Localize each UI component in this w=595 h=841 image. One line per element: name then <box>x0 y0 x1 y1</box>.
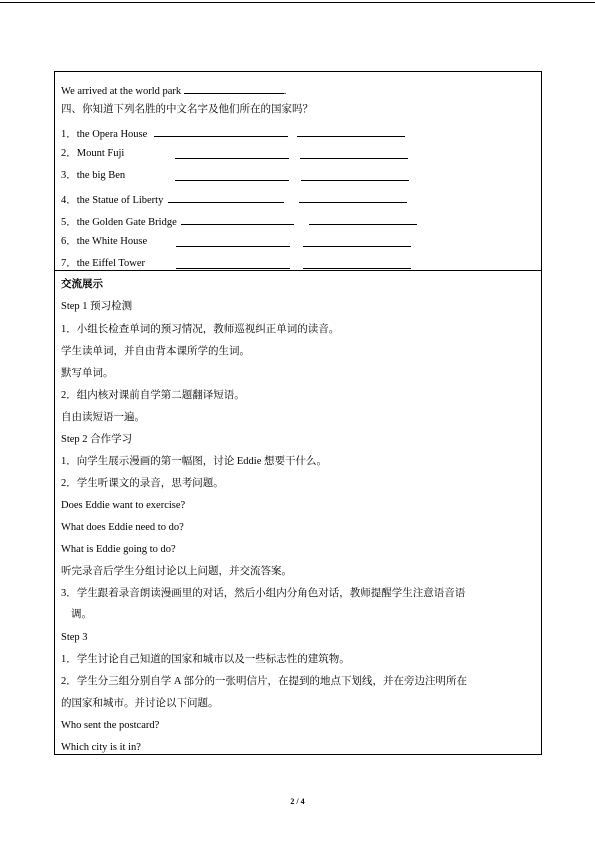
landmark-number: 6． <box>61 236 77 247</box>
step2-heading: Step 2 合作学习 <box>61 434 133 445</box>
arrived-line <box>61 82 286 99</box>
country-blank[interactable] <box>299 191 407 203</box>
country-blank[interactable] <box>300 147 408 159</box>
country-blank[interactable] <box>301 169 409 181</box>
chinese-name-blank[interactable] <box>154 125 288 137</box>
chinese-name-blank[interactable] <box>181 213 294 225</box>
step3-item: 1．学生讨论自己知道的国家和城市以及一些标志性的建筑物。 <box>61 654 350 665</box>
step1-item: 学生读单词，并自由背本课所学的生词。 <box>61 346 250 357</box>
question: Does Eddie want to exercise? <box>61 500 186 511</box>
step2-item: 1．向学生展示漫画的第一幅图，讨论 Eddie 想要干什么。 <box>61 456 327 467</box>
worksheet-section-exercise <box>54 71 542 271</box>
answer-blank[interactable] <box>184 82 284 94</box>
worksheet-section-presentation <box>54 270 542 755</box>
chinese-name-blank[interactable] <box>168 191 284 203</box>
country-blank[interactable] <box>297 125 405 137</box>
chinese-name-blank[interactable] <box>175 169 289 181</box>
country-blank[interactable] <box>303 235 411 247</box>
question: What is Eddie going to do? <box>61 544 176 555</box>
landmark-row <box>61 257 421 271</box>
landmark-name: the Golden Gate Bridge <box>76 217 177 228</box>
landmark-row <box>61 191 407 208</box>
page-top-rule <box>0 2 595 3</box>
step3-item-cont: 的国家和城市。并讨论以下问题。 <box>61 698 219 709</box>
step2-item: 3．学生跟着录音朗读漫画里的对话，然后小组内分角色对话，教师提醒学生注意语音语 <box>61 588 466 599</box>
country-blank[interactable] <box>303 257 411 269</box>
heading-four: 四、你知道下列名胜的中文名字及他们所在的国家吗？ <box>61 104 313 115</box>
landmark-row <box>61 235 421 249</box>
section-title: 交流展示 <box>61 279 103 290</box>
page-number: 2 / 4 <box>290 797 305 806</box>
step2-item: 听完录音后学生分组讨论以上问题，并交流答案。 <box>61 566 292 577</box>
landmark-number: 2． <box>61 148 77 159</box>
step3-item: 2．学生分三组分别自学 A 部分的一张明信片，在提到的地点下划线，并在旁边注明所在 <box>61 676 468 687</box>
step1-item: 默写单词。 <box>61 368 114 379</box>
question: Which city is it in? <box>61 742 141 753</box>
landmark-name: the White House <box>76 236 148 247</box>
landmark-row <box>61 125 405 142</box>
landmark-number: 4． <box>61 195 77 206</box>
landmark-row <box>61 169 421 183</box>
question: What does Eddie need to do? <box>61 522 184 533</box>
step1-heading: Step 1 预习检测 <box>61 301 133 312</box>
step2-item-cont: 调。 <box>71 609 92 620</box>
landmark-number: 7． <box>61 258 77 269</box>
step1-item: 2．组内核对课前自学第二题翻译短语。 <box>61 390 245 401</box>
landmark-name: the Opera House <box>76 129 148 140</box>
arrived-text: We arrived at the world park <box>61 86 182 97</box>
landmark-row <box>61 213 417 230</box>
landmark-number: 1． <box>61 129 77 140</box>
landmark-name: Mount Fuji <box>76 148 125 159</box>
landmark-number: 5． <box>61 217 77 228</box>
step2-item: 2．学生听课文的录音，思考问题。 <box>61 478 224 489</box>
landmark-name: the Statue of Liberty <box>76 195 164 206</box>
landmark-number: 3． <box>61 170 77 181</box>
country-blank[interactable] <box>309 213 417 225</box>
chinese-name-blank[interactable] <box>176 235 290 247</box>
landmark-name: the big Ben <box>76 170 126 181</box>
step3-heading: Step 3 <box>61 632 88 643</box>
landmark-name: the Eiffel Tower <box>76 258 146 269</box>
chinese-name-blank[interactable] <box>176 257 290 269</box>
step1-item: 自由读短语一遍。 <box>61 412 145 423</box>
landmark-row <box>61 147 124 161</box>
arrived-period: . <box>283 86 287 97</box>
step1-item: 1．小组长检查单词的预习情况，教师巡视纠正单词的读音。 <box>61 324 340 335</box>
question: Who sent the postcard? <box>61 720 160 731</box>
chinese-name-blank[interactable] <box>175 147 289 159</box>
